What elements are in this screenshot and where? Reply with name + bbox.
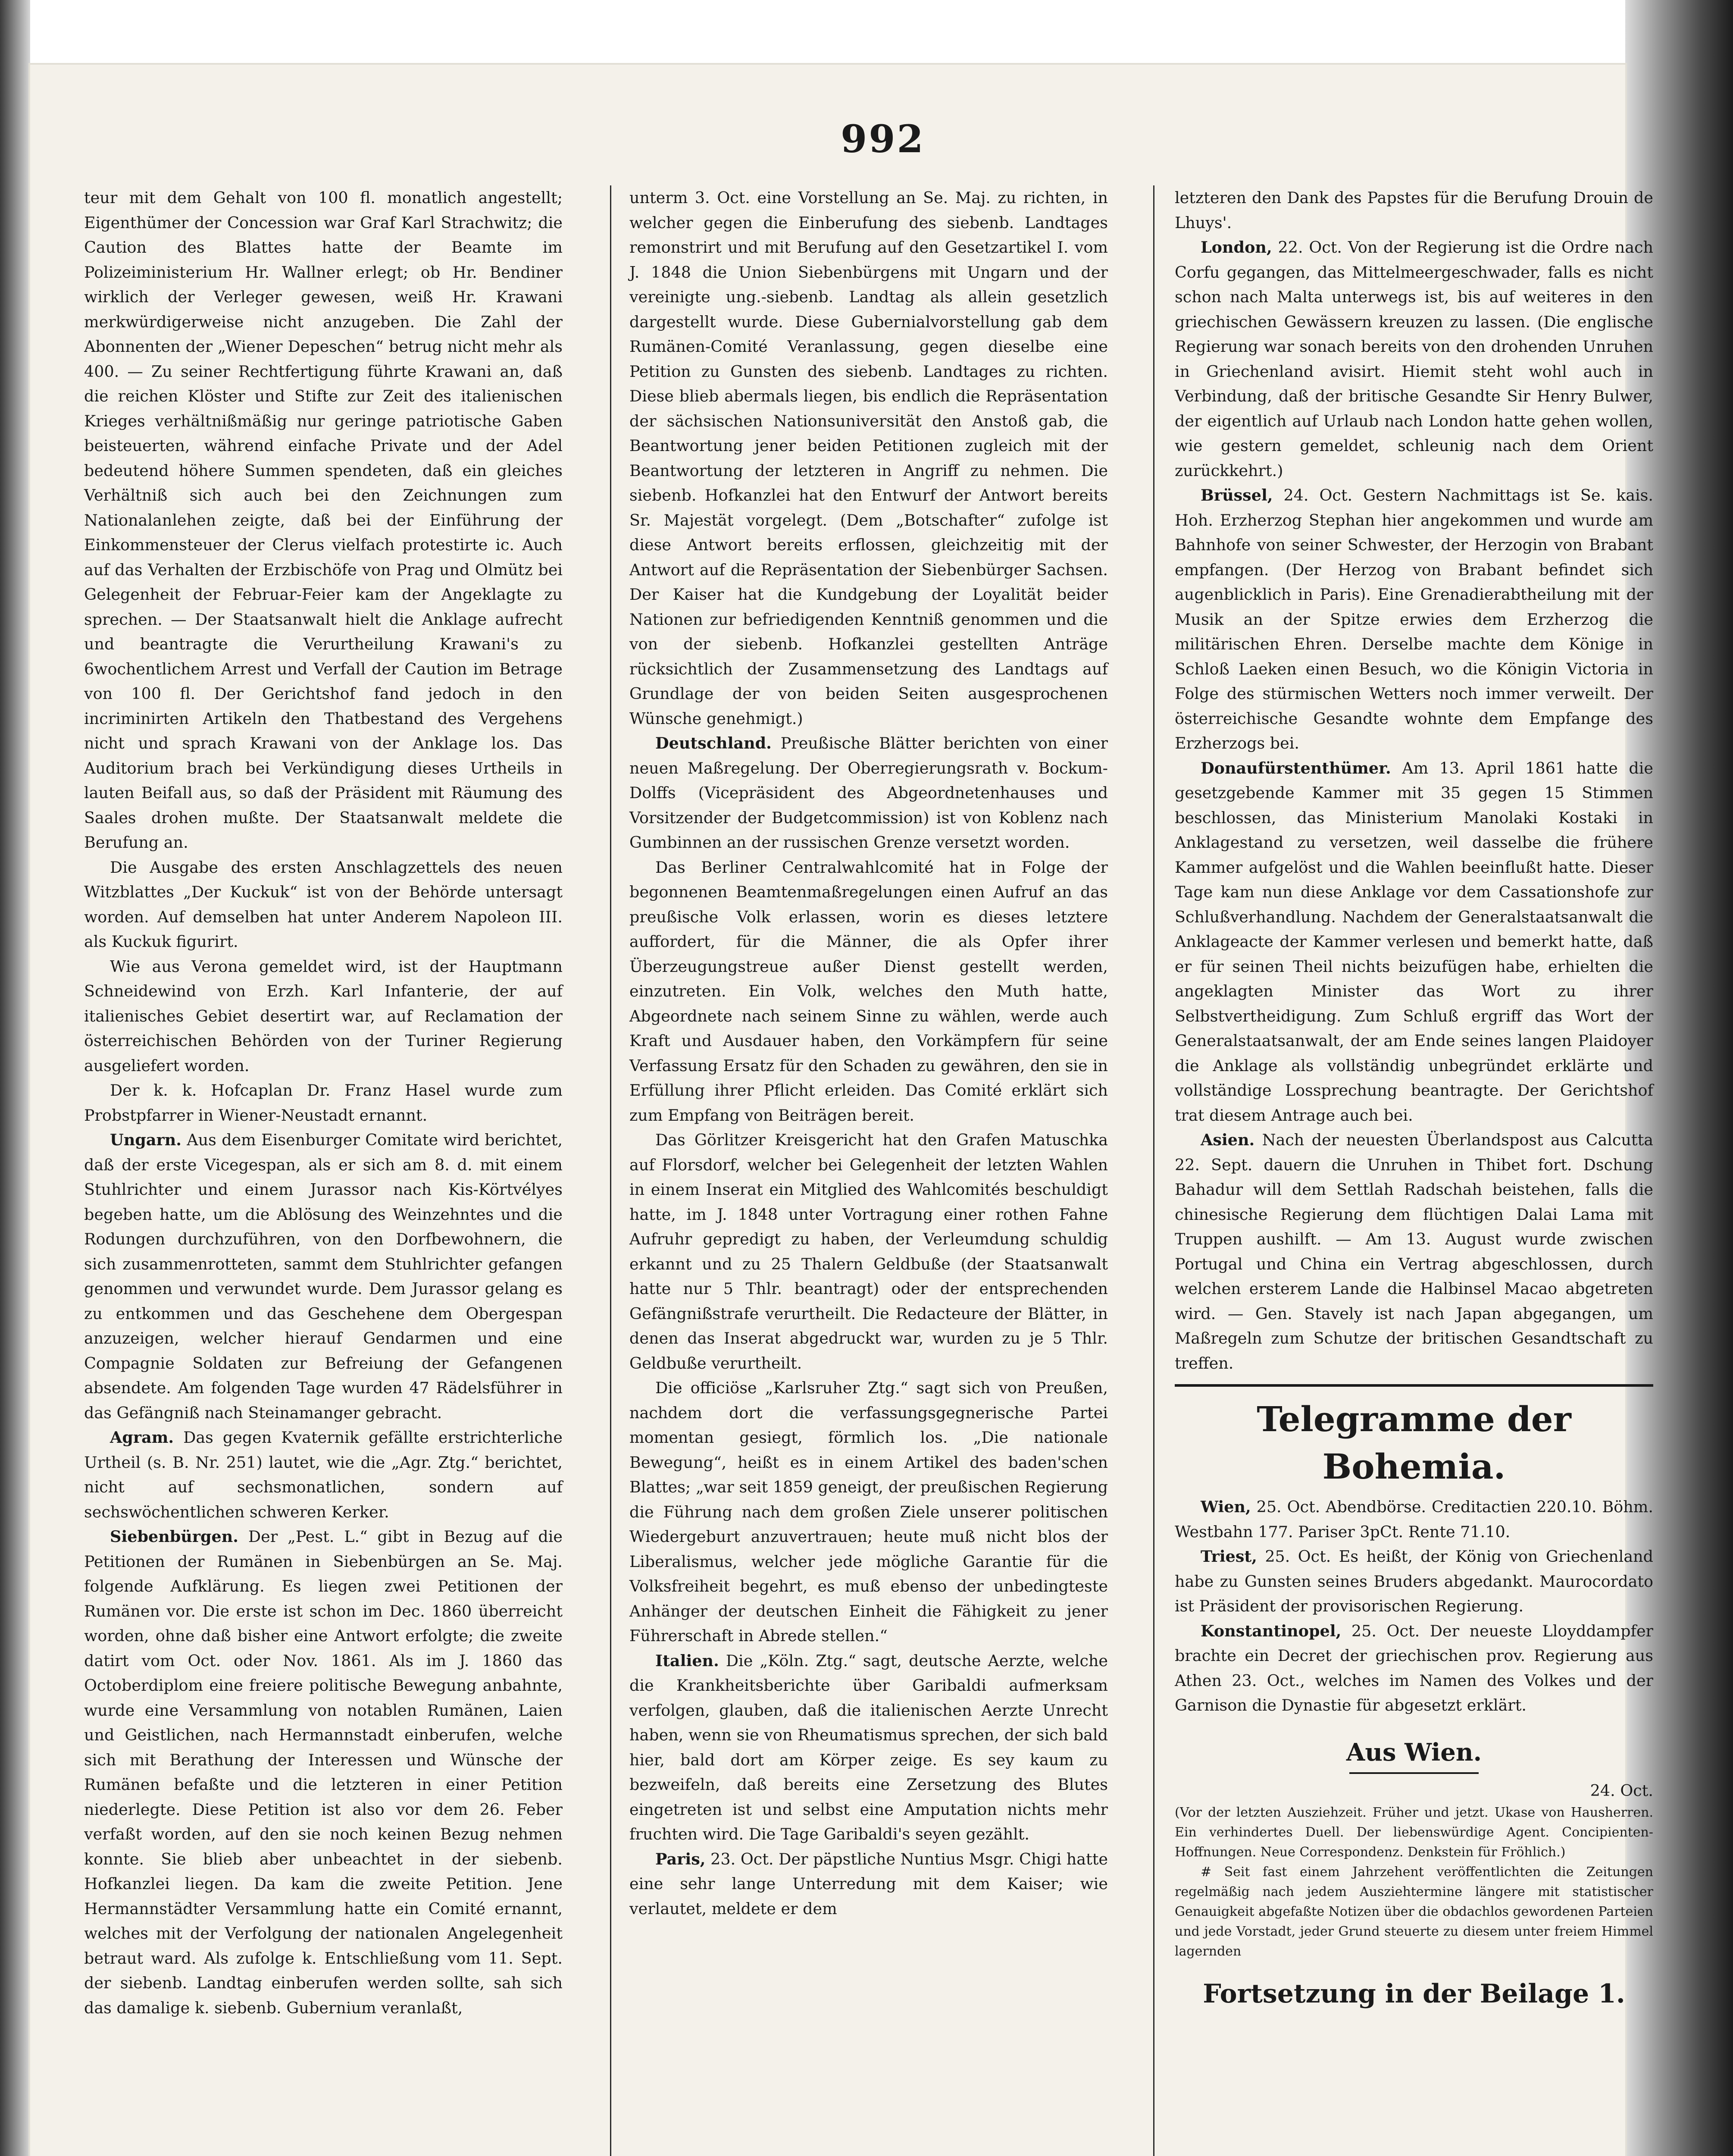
article-dateline: Siebenbürgen.	[110, 1527, 239, 1546]
article-dateline: Italien.	[655, 1651, 719, 1670]
article-paragraph	[629, 1847, 1108, 1921]
aus-wien-summary: (Vor der letzten Ausziehzeit. Früher und jetzt. Ukase von Hausherren. Ein verhindertes Duell. Der liebenswürdige Agent. Concipienten-Hoffnungen. Neue Correspondenz. Denkstein für Fröhlich.)	[1175, 1805, 1653, 1860]
article-paragraph	[1175, 1544, 1653, 1619]
article-text: Wie aus Verona gemeldet wird, ist der Hauptmann Schneidewind von Erzh. Karl Infanterie, der auf italienisches Gebiet desertirt war, auf Reclamation der österreichischen Behörden von der Turiner Regierung ausgeliefert worden.	[84, 957, 563, 1075]
article-paragraph	[629, 855, 1108, 1128]
article-dateline: Agram.	[110, 1428, 174, 1447]
article-paragraph	[84, 1425, 563, 1524]
article-paragraph	[1175, 483, 1653, 756]
article-dateline: London,	[1201, 238, 1272, 257]
article-text: 25. Oct. Es heißt, der König von Griechenland habe zu Gunsten seines Bruders abgedankt. Maurocordato ist Präsident der provisorischen Regierung.	[1175, 1547, 1653, 1615]
article-paragraph	[84, 954, 563, 1078]
article-paragraph	[1175, 185, 1653, 235]
article-text: teur mit dem Gehalt von 100 fl. monatlich angestellt; Eigenthümer der Concession war Graf Karl Strachwitz; die Caution des Blattes hatte der Beamte im Polizeiministerium Hr. Wallner erlegt; ob Hr. Bendiner wirklich der Verleger gewesen, weiß Hr. Krawani merkwürdigerweise nicht anzugeben. Die Zahl der Abonnenten der „Wiener Depeschen“ betrug nicht mehr als 400. — Zu seiner Rechtfertigung führte Krawani an, daß die reichen Klöster und Stifte zur Zeit des italienischen Krieges verhältnißmäßig nur geringe patriotische Gaben beisteuerten, während einfache Private und der Adel bedeutend höhere Summen spendeten, daß ein gleiches Verhältniß sich auch bei den Zeichnungen zum Nationalanlehen zeigte, daß bei der Einführung der Einkommensteuer der Clerus vielfach protestirte ic. Auch auf das Verhalten der Erzbischöfe von Prag und Olmütz bei Gelegenheit der Februar-Feier kam der Angeklagte zu sprechen. — Der Staatsanwalt hielt die Anklage aufrecht und beantragte die Verurtheilung Krawani's zu 6wochentlichem Arrest und Verfall der Caution im Betrage von 100 fl. Der Gerichtshof fand jedoch in den incriminirten Artikeln den Thatbestand des Vergehens nicht und sprach Krawani von der Anklage los. Das Auditorium brach bei Verkündigung dieses Urtheils in lauten Beifall aus, so daß der Präsident mit Räumung des Saales drohen mußte. Der Staatsanwalt meldete die Berufung an.	[84, 188, 563, 852]
article-text: Am 13. April 1861 hatte die gesetzgebende Kammer mit 35 gegen 15 Stimmen beschlossen, das Ministerium Manolaki Kostaki in Anklagestand zu versetzen, weil dasselbe die frühere Kammer aufgelöst und die Wahlen beeinflußt hatte. Dieser Tage kam nun diese Anklage vor dem Cassationshofe zur Schlußverhandlung. Nachdem der Generalstaatsanwalt die Anklageacte der Kammer verlesen und bemerkt hatte, daß er für seinen Theil nichts beizufügen habe, erhielten die angeklagten Minister das Wort zu ihrer Selbstvertheidigung. Zum Schluß ergriff das Wort der Generalstaatsanwalt, der am Ende seines langen Plaidoyer die Anklage als vollständig unbegründet erklärte und vollständige Lossprechung beantragte. Der Gerichtshof trat diesem Antrage auch bei.	[1175, 758, 1653, 1125]
article-paragraph	[84, 1524, 563, 2020]
article-paragraph	[1175, 756, 1653, 1128]
heading-rule	[1349, 1772, 1479, 1774]
article-paragraph	[84, 1128, 563, 1425]
article-text: 25. Oct. Der neueste Lloyddampfer brachte ein Decret der griechischen prov. Regierung aus Athen 23. Oct., welches im Namen des Volkes und der Garnison die Dynastie für abgesetzt erklärt.	[1175, 1621, 1653, 1714]
article-dateline: Brüssel,	[1201, 486, 1273, 505]
article-paragraph	[84, 1078, 563, 1128]
article-dateline: Asien.	[1201, 1131, 1255, 1149]
article-paragraph	[629, 1128, 1108, 1376]
article-paragraph	[84, 185, 563, 855]
article-text: Die officiöse „Karlsruher Ztg.“ sagt sich von Preußen, nachdem dort die verfassungsgegnerische Partei momentan gesiegt, förmlich los. „Die nationale Bewegung“, heißt es in einem Artikel des baden'schen Blattes; „war seit 1859 geneigt, der preußischen Regierung die Führung nach dem großen Ziele unserer politischen Wiedergeburt anzuvertrauen; heute muß nicht blos der Liberalismus, welcher jede mögliche Garantie für die Volksfreiheit begehrt, es muß ebenso der unbedingteste Anhänger der deutschen Einheit die Fähigkeit zu jener Führerschaft in Abrede stellen.“	[629, 1379, 1108, 1645]
article-text: Das gegen Kvaternik gefällte erstrichterliche Urtheil (s. B. Nr. 251) lautet, wie die „Agr. Ztg.“ berichtet, nicht auf sechsmonatlichen, sondern auf sechswöchentlichen schweren Kerker.	[84, 1428, 563, 1521]
article-text: Aus dem Eisenburger Comitate wird berichtet, daß der erste Vicegespan, als er sich am 8. d. mit einem Stuhlrichter und einem Jurassor nach Kis-Körtvélyes begeben hatte, um die Ablösung des Weinzehntes und die Rodungen durchzuführen, von den Dorfbewohnern, die sich zusammenrotteten, sammt dem Stuhlrichter gefangen genommen und verwundet wurde. Dem Jurassor gelang es zu entkommen und das Geschehene dem Obergespan anzuzeigen, welcher hierauf Gendarmen und eine Compagnie Soldaten zur Befreiung der Gefangenen absendete. Am folgenden Tage wurden 47 Rädelsführer in das Gefängniß nach Steinamanger gebracht.	[84, 1131, 563, 1422]
article-text: letzteren den Dank des Papstes für die Berufung Drouin de Lhuys'.	[1175, 188, 1653, 232]
article-paragraph	[84, 855, 563, 954]
article-text: Die Ausgabe des ersten Anschlagzettels des neuen Witzblattes „Der Kuckuk“ ist von der Behörde untersagt worden. Auf demselben hat unter Anderem Napoleon III. als Kuckuk figurirt.	[84, 858, 563, 951]
column-rule	[610, 185, 611, 2156]
article-text: unterm 3. Oct. eine Vorstellung an Se. Maj. zu richten, in welcher gegen die Einberufung des siebenb. Landtages remonstrirt und mit Berufung auf den Gesetzartikel I. vom J. 1848 die Union Siebenbürgens mit Ungarn und der vereinigte ung.-siebenb. Landtag als allein gesetzlich dargestellt wurde. Diese Gubernialvorstellung gab dem Rumänen-Comité Veranlassung, gegen dieselbe eine Petition zu Gunsten des siebenb. Landtages zu richten. Diese blieb abermals liegen, bis endlich die Repräsentation der sächsischen Nationsuniversität den Anstoß gab, die Beantwortung jener beiden Petitionen zugleich mit der Beantwortung der letzteren in Angriff zu nehmen. Die siebenb. Hofkanzlei hat den Entwurf der Antwort bereits Sr. Majestät vorgelegt. (Dem „Botschafter“ zufolge ist diese Antwort bereits erflossen, gleichzeitig mit der Antwort auf die Repräsentation der Siebenbürger Sachsen. Der Kaiser hat die Kundgebung der Loyalität beider Nationen zur befriedigenden Kenntniß genommen und die von der siebenb. Hofkanzlei gestellten Anträge rücksichtlich der Zusammensetzung des Landtags auf Grundlage der von beiden Seiten ausgesprochenen Wünsche genehmigt.)	[629, 188, 1108, 728]
column-2	[629, 185, 1108, 2156]
article-dateline: Deutschland.	[655, 734, 772, 752]
article-paragraph	[629, 185, 1108, 731]
article-text: Nach der neuesten Überlandspost aus Calcutta 22. Sept. dauern die Unruhen in Thibet fort. Dschung Bahadur will dem Settlah Radschah beistehen, falls die chinesische Regierung dem flüchtigen Dalai Lama mit Truppen aushilft. — Am 13. August wurde zwischen Portugal und China ein Vertrag abgeschlossen, durch welchen ersterem Lande die Halbinsel Macao abgetreten wird. — Gen. Stavely ist nach Japan abgegangen, um Maßregeln zum Schutze der britischen Gesandtschaft zu treffen.	[1175, 1131, 1653, 1373]
article-text: 24. Oct. Gestern Nachmittags ist Se. kais. Hoh. Erzherzog Stephan hier angekommen und wurde am Bahnhofe von seiner Schwester, der Herzogin von Brabant empfangen. (Der Herzog von Brabant befindet sich augenblicklich in Paris). Eine Grenadierabtheilung mit der Musik an der Spitze erwies dem Erzherzog die militärischen Ehren. Derselbe machte dem Könige in Schloß Laeken einen Besuch, wo die Königin Victoria in Folge des stürmischen Wetters noch immer verweilt. Der österreichische Gesandte wohnte dem Empfange des Erzherzogs bei.	[1175, 486, 1653, 752]
article-dateline: Triest,	[1201, 1547, 1257, 1566]
article-dateline: Donaufürstenthümer.	[1201, 758, 1391, 777]
article-paragraph	[629, 731, 1108, 855]
article-text: Das Berliner Centralwahlcomité hat in Folge der begonnenen Beamtenmaßregelungen einen Aufruf an das preußische Volk erlassen, worin es dieses letztere auffordert, für die Männer, die als Opfer ihrer Überzeugungstreue außer Dienst gestellt werden, einzutreten. Ein Volk, welches den Muth hatte, Abgeordnete nach seinem Sinne zu wählen, werde auch Kraft und Ausdauer haben, den Vorkämpfern für seine Verfassung Ersatz für den Schaden zu gewähren, den sie in Erfüllung ihrer Pflicht erleiden. Das Comité erklärt sich zum Empfang von Beiträgen bereit.	[629, 858, 1108, 1125]
telegram-heading: Telegramme der Bohemia.	[1175, 1384, 1653, 1490]
aus-wien-text: # Seit fast einem Jahrzehent veröffentlichten die Zeitungen regelmäßig nach jedem Ausziehtermine längere mit statistischer Genauigkeit abgefaßte Notizen über die obdachlos gewordenen Parteien und jede Vorstadt, jeder Grund steuerte zu diesem unter freiem Himmel lagernden	[1175, 1865, 1653, 1959]
article-paragraph	[629, 1376, 1108, 1648]
article-paragraph	[1175, 235, 1653, 483]
article-text: 25. Oct. Abendbörse. Creditactien 220.10. Böhm. Westbahn 177. Pariser 3pCt. Rente 71.10.	[1175, 1498, 1653, 1541]
article-paragraph	[1175, 1495, 1653, 1544]
article-text: Der „Pest. L.“ gibt in Bezug auf die Petitionen der Rumänen in Siebenbürgen an Se. Maj. folgende Aufklärung. Es liegen zwei Petitionen der Rumänen vor. Die erste ist schon im Dec. 1860 überreicht worden, ohne daß bisher eine Antwort erfolgte; die zweite datirt vom Oct. oder Nov. 1861. Als im J. 1860 das Octoberdiplom eine freiere politische Bewegung anbahnte, wurde eine Versammlung von notablen Rumänen, Laien und Geistlichen, nach Hermannstadt einberufen, welche sich mit Berathung der Interessen und Wünsche der Rumänen befaßte und die letzteren in einer Petition niederlegte. Diese Petition ist also vor dem 26. Feber verfaßt worden, auf den sie noch keinen Bezug nehmen konnte. Sie blieb aber unbeachtet in der siebenb. Hofkanzlei liegen. Da kam die zweite Petition. Jene Hermannstädter Versammlung hatte ein Comité ernannt, welches mit der Verfolgung der nationalen Angelegenheit betraut ward. Als zufolge k. Entschließung vom 11. Sept. der siebenb. Landtag einberufen werden sollte, sah sich das damalige k. siebenb. Gubernium veranlaßt,	[84, 1527, 563, 2017]
continuation-note: Fortsetzung in der Beilage 1.	[1203, 1979, 1625, 2009]
scan-left-edge	[0, 0, 30, 2156]
article-text: Die „Köln. Ztg.“ sagt, deutsche Aerzte, welche die Krankheitsberichte über Garibaldi aufmerksam verfolgen, glauben, daß die italienischen Aerzte Unrecht haben, wenn sie von Rheumatismus sprechen, der sich bald hier, bald dort am Körper zeige. Es sey kaum zu bezweifeln, daß bereits eine Zersetzung des Blutes eingetreten ist und selbst eine Amputation nichts mehr fruchten wird. Die Tage Garibaldi's seyen gezählt.	[629, 1651, 1108, 1843]
article-text: 22. Oct. Von der Regierung ist die Ordre nach Corfu gegangen, das Mittelmeergeschwader, falls es nicht schon nach Malta unterwegs ist, bis auf weiteres in den griechischen Gewässern kreuzen zu lassen. (Die englische Regierung war sonach bereits von den drohenden Unruhen in Griechenland avisirt. Hiemit steht wohl auch in Verbindung, daß der britische Gesandte Sir Henry Bulwer, der eigentlich auf Urlaub nach London hatte gehen wollen, wie gestern gemeldet, schleunig nach dem Orient zurückkehrt.)	[1175, 238, 1653, 480]
article-dateline: Paris,	[655, 1849, 706, 1868]
aus-wien-heading: Aus Wien.	[1346, 1738, 1482, 1767]
article-dateline: Ungarn.	[110, 1131, 182, 1149]
column-3	[1175, 185, 1653, 2156]
article-paragraph	[1175, 1619, 1653, 1718]
article-dateline: Konstantinopel,	[1201, 1621, 1342, 1640]
article-paragraph	[1175, 1128, 1653, 1376]
article-text: 23. Oct. Der päpstliche Nuntius Msgr. Chigi hatte eine sehr lange Unterredung mit dem Kaiser; wie verlautet, meldete er dem	[629, 1849, 1108, 1918]
column-rule	[1153, 185, 1154, 2156]
article-dateline: Wien,	[1201, 1498, 1251, 1516]
aus-wien-date: 24. Oct.	[1590, 1781, 1653, 1800]
column-1	[84, 185, 563, 2156]
article-paragraph	[629, 1648, 1108, 1847]
page-number: 992	[841, 116, 925, 161]
article-text: Der k. k. Hofcaplan Dr. Franz Hasel wurde zum Probstpfarrer in Wiener-Neustadt ernannt.	[84, 1081, 563, 1125]
article-text: Preußische Blätter berichten von einer neuen Maßregelung. Der Oberregierungsrath v. Bockum-Dolffs (Vicepräsident des Abgeordnetenhauses und Vorsitzender der Budgetcommission) ist von Koblenz nach Gumbinnen an der russischen Grenze versetzt worden.	[629, 734, 1108, 852]
newspaper-page	[30, 65, 1653, 2156]
article-text: Das Görlitzer Kreisgericht hat den Grafen Matuschka auf Florsdorf, welcher bei Gelegenheit der letzten Wahlen in einem Inserat ein Mitglied des Wahlcomités beschuldigt hatte, im J. 1848 unter Vortragung einer rothen Fahne Aufruhr gepredigt zu haben, der Verleumdung schuldig erkannt und zu 25 Thalern Geldbuße (der Staatsanwalt hatte nur 5 Thlr. beantragt) oder der entsprechenden Gefängnißstrafe verurtheilt. Die Redacteure der Blätter, in denen das Inserat abgedruckt war, wurden zu je 5 Thlr. Geldbuße verurtheilt.	[629, 1131, 1108, 1373]
